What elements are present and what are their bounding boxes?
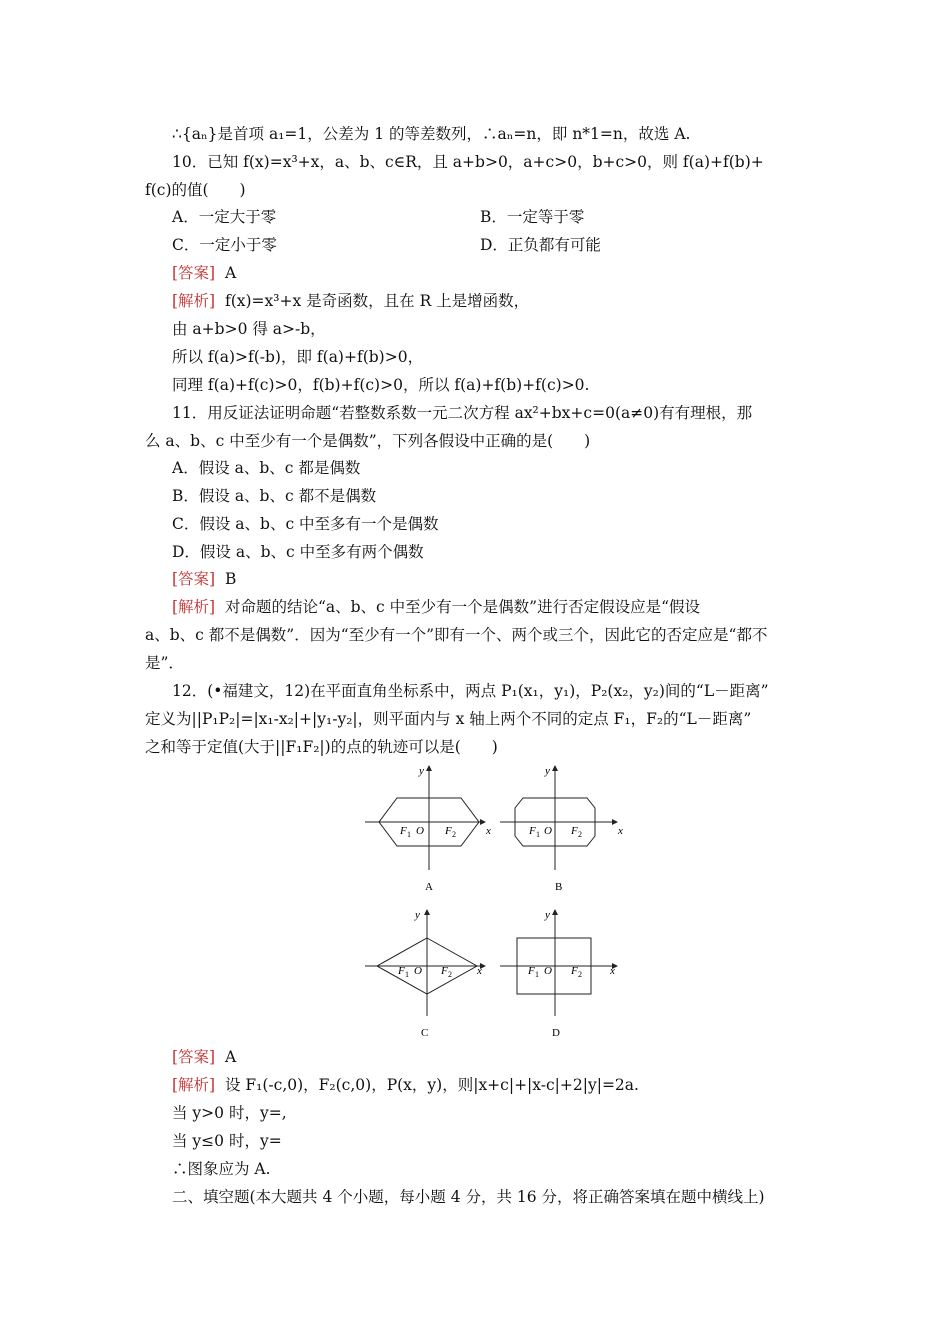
q12-stem-line3: 之和等于定值(大于||F₁F₂|)的点的轨迹可以是( ) [145, 738, 498, 756]
q11-analysis-tag: [解析] [172, 598, 216, 616]
q10-option-d: D．正负都有可能 [480, 236, 601, 254]
figure-a-f2-label: F [445, 825, 452, 837]
q11-answer-row [172, 568, 236, 590]
q12-stem-line1: 12．(•福建文，12)在平面直角坐标系中，两点 P₁(x₁，y₁)，P₂(x₂，y₂)间的“L－距离” [172, 682, 769, 700]
figure-a-caption: A [425, 881, 433, 893]
figure-d-f2-sub: 2 [578, 970, 582, 979]
figure-c-caption: C [421, 1027, 429, 1039]
figure-d-origin-label: O [544, 965, 552, 977]
q11-stem-line2: 么 a、b、c 中至少有一个是偶数”，下列各假设中正确的是( ) [145, 432, 591, 450]
figure-a [365, 765, 491, 893]
q10-analysis-line4: 同理 f(a)+f(c)>0，f(b)+f(c)>0，所以 f(a)+f(b)+f(c)>0. [172, 376, 590, 394]
figure-c-f1-label: F [398, 965, 405, 977]
q11-analysis-line2: a、b、c 都不是偶数”．因为“至少有一个”即有一个、两个或三个，因此它的否定应是“都不 [145, 626, 768, 644]
q10-answer-tag: [答案] [172, 264, 216, 282]
q12-answer-tag: [答案] [172, 1048, 216, 1066]
figure-b-y-label: y [545, 765, 550, 777]
q12-analysis-tag: [解析] [172, 1076, 216, 1094]
figure-c-f1-sub: 1 [405, 970, 409, 979]
figure-c-origin-label: O [414, 965, 422, 977]
figure-d-caption: D [552, 1027, 560, 1039]
figure-b-f1-sub: 1 [536, 830, 540, 839]
q10-option-b: B．一定等于零 [480, 208, 585, 226]
figure-b-origin-label: O [544, 825, 552, 837]
section-2-heading: 二、填空题(本大题共 4 个小题，每小题 4 分，共 16 分，将正确答案填在题中横线上) [172, 1188, 765, 1206]
q10-analysis-row [172, 290, 529, 312]
figure-d-f1-label: F [528, 965, 535, 977]
figure-b-f2-sub: 2 [578, 830, 582, 839]
figure-d [500, 909, 617, 1039]
figure-c-f2-sub: 2 [448, 970, 452, 979]
q10-option-a: A．一定大于零 [172, 208, 277, 226]
figure-d-x-label: x [610, 965, 615, 977]
q10-analysis-line2: 由 a+b>0 得 a>-b， [172, 320, 326, 338]
figure-a-f2-sub: 2 [452, 830, 456, 839]
q10-stem-line2: f(c)的值( ) [145, 181, 246, 199]
q12-figures [355, 760, 635, 1040]
figure-a-origin-label: O [416, 825, 424, 837]
figure-b [500, 765, 623, 893]
q11-option-a: A．假设 a、b、c 都是偶数 [172, 459, 361, 477]
q11-analysis-line1: 对命题的结论“a、b、c 中至少有一个是偶数”进行否定假设应是“假设 [224, 598, 701, 616]
q11-option-c: C．假设 a、b、c 中至多有一个是偶数 [172, 515, 439, 533]
q11-option-b: B．假设 a、b、c 都不是偶数 [172, 487, 377, 505]
q10-analysis-line1: f(x)=x³+x 是奇函数，且在 R 上是增函数， [224, 292, 530, 310]
q11-answer: B [224, 570, 237, 588]
figure-c-f2-label: F [441, 965, 448, 977]
q10-analysis-line3: 所以 f(a)>f(-b)，即 f(a)+f(b)>0， [172, 348, 424, 366]
figure-a-y-label: y [419, 765, 424, 777]
q12-analysis-line3: 当 y≤0 时，y= [172, 1132, 282, 1150]
q10-option-c: C．一定小于零 [172, 236, 277, 254]
q11-analysis-line3: 是”． [145, 654, 184, 672]
figure-d-y-label: y [545, 909, 550, 921]
q12-analysis-line4: ∴图象应为 A. [172, 1160, 271, 1178]
q10-analysis-tag: [解析] [172, 292, 216, 310]
figure-a-f1-sub: 1 [407, 830, 411, 839]
figure-a-f1-label: F [400, 825, 407, 837]
figure-a-x-label: x [486, 825, 491, 837]
q12-answer-row [172, 1046, 236, 1068]
figure-c-x-label: x [477, 965, 482, 977]
q11-answer-tag: [答案] [172, 570, 216, 588]
q12-answer: A [224, 1048, 237, 1066]
figure-b-f2-label: F [571, 825, 578, 837]
q11-option-d: D．假设 a、b、c 中至多有两个偶数 [172, 543, 424, 561]
q10-answer-row [172, 262, 236, 284]
q12-stem-line2: 定义为||P₁P₂|=|x₁-x₂|+|y₁-y₂|，则平面内与 x 轴上两个不同的定点 F₁，F₂的“L－距离” [145, 710, 752, 728]
q12-analysis-line2: 当 y>0 时，y=, [172, 1104, 287, 1122]
q12-analysis-row [172, 1074, 639, 1096]
figure-d-f2-label: F [571, 965, 578, 977]
q12-analysis-line1: 设 F₁(-c,0)，F₂(c,0)，P(x，y)，则|x+c|+|x-c|+2|y|=2a. [224, 1076, 639, 1094]
figure-b-f1-label: F [529, 825, 536, 837]
q11-analysis-row [172, 596, 700, 618]
q10-answer: A [224, 264, 237, 282]
figure-d-f1-sub: 1 [535, 970, 539, 979]
q10-stem-line1: 10．已知 f(x)=x³+x，a、b、c∈R，且 a+b>0，a+c>0，b+c>0，则 f(a)+f(b)+ [172, 153, 764, 171]
text-line-conclusion: ∴{aₙ}是首项 a₁=1，公差为 1 的等差数列，∴aₙ=n，即 n*1=n，故选 A. [172, 125, 691, 143]
figure-b-x-label: x [618, 825, 623, 837]
figure-b-caption: B [555, 881, 563, 893]
figure-c-y-label: y [415, 909, 420, 921]
q11-stem-line1: 11．用反证法证明命题“若整数系数一元二次方程 ax²+bx+c=0(a≠0)有有理根，那 [172, 404, 753, 422]
figure-c [365, 909, 485, 1039]
